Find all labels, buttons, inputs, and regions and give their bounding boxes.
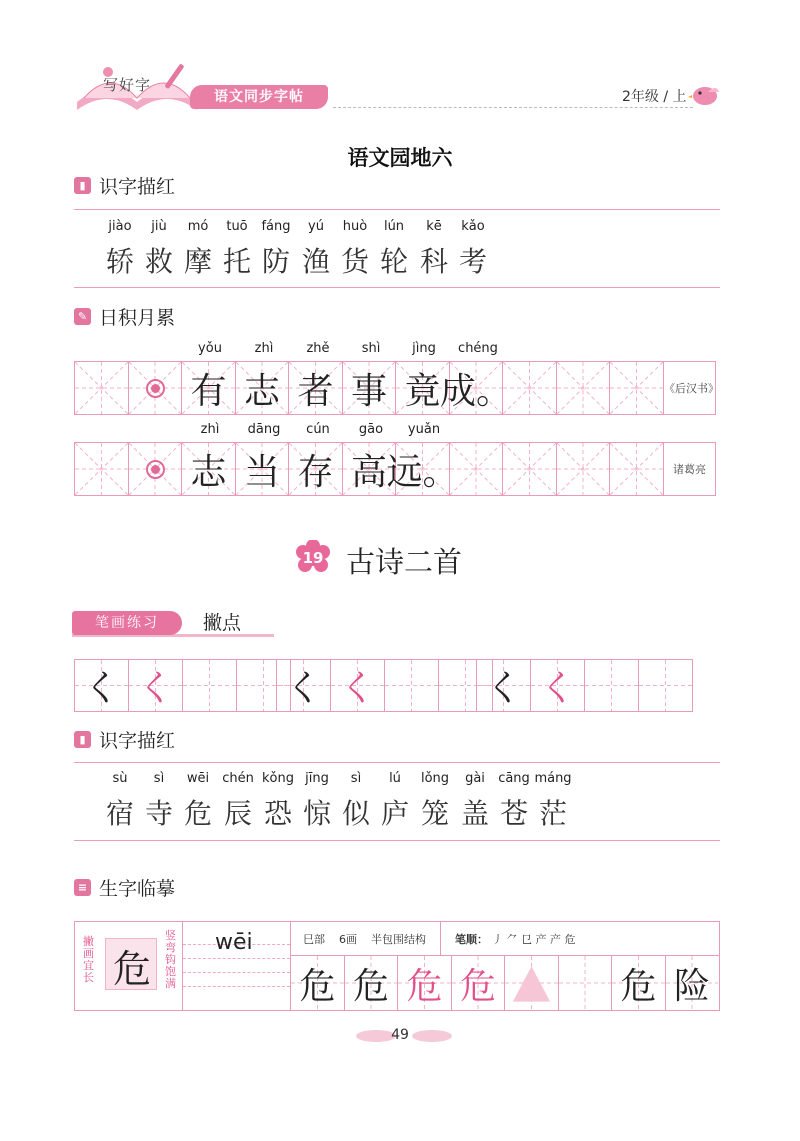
proverb-grid-2: [74, 442, 716, 496]
trace-char: 科: [419, 245, 448, 278]
grid-cell: [505, 956, 559, 1010]
trace-char: 恐: [263, 797, 292, 830]
copy-char: 危: [299, 965, 336, 1007]
pinyin: jiù: [151, 219, 167, 234]
pinyin-guide-line: [183, 986, 290, 987]
pinyin: lún: [383, 219, 405, 234]
pinyin: jìng: [412, 341, 436, 356]
grid-cell: [452, 956, 505, 1010]
structure: 半包围结构: [371, 932, 426, 946]
trace-char: 渔: [301, 245, 330, 278]
pinyin: jiào: [108, 219, 132, 234]
trace-char: 托: [222, 245, 251, 278]
char-info-bar: [291, 922, 719, 956]
section-title: 生字临摹: [99, 878, 176, 900]
lesson-number-badge: [296, 540, 330, 574]
trace-char: 笼: [420, 797, 449, 830]
trace-char: 盖: [460, 797, 489, 830]
proverb-char: 有: [190, 370, 227, 412]
proverb-char: 者: [297, 370, 334, 412]
pinyin: wēi: [186, 771, 210, 786]
section-header-recognize: [74, 172, 175, 199]
grid-cell: [291, 956, 345, 1010]
logo-text: 写好字: [103, 76, 152, 94]
bird-icon: [688, 80, 722, 108]
pinyin: kǎo: [461, 219, 485, 234]
grid-guides: [559, 956, 611, 1010]
grid-cell: [129, 660, 183, 711]
pinyin: lú: [389, 771, 401, 786]
grid-cell: [277, 660, 331, 711]
grid-cell: [557, 362, 610, 414]
grid-guides: [610, 362, 663, 414]
triangle-shape-icon: [505, 956, 558, 1010]
trace-char: 轮: [379, 245, 408, 278]
grid-cell: [331, 660, 385, 711]
pinyin: yuǎn: [407, 422, 441, 437]
pinyin: gài: [465, 771, 485, 786]
grid-cell: [612, 956, 666, 1010]
section-header-accumulate: [74, 303, 175, 330]
grid-guides: [183, 660, 236, 711]
stroke-glyph-trace: く: [339, 668, 376, 709]
grid-cell: [129, 443, 182, 495]
lesson-number: 19: [302, 549, 324, 567]
trace-char: 似: [341, 797, 370, 830]
grid-cell: [289, 362, 343, 414]
grid-cell: [450, 443, 503, 495]
trace-char: 考: [458, 245, 487, 278]
pinyin: cāng: [498, 771, 530, 786]
section-title: 日积月累: [99, 307, 176, 329]
stroke-grid-1: [74, 659, 291, 712]
grid-cell: [236, 443, 289, 495]
proverb-source: 诸葛亮: [664, 443, 716, 495]
model-area: [75, 922, 183, 1010]
section-header-copy: [74, 874, 175, 901]
grid-cell: [345, 956, 398, 1010]
word-char: 危: [620, 965, 657, 1007]
pinyin: huò: [342, 219, 368, 234]
grid-guides: [75, 443, 128, 495]
section-title: 识字描红: [99, 730, 176, 752]
grid-cell: [398, 956, 452, 1010]
grid-cell: [386, 443, 459, 495]
grid-cell: [531, 660, 585, 711]
copy-char: 危: [352, 965, 389, 1007]
copy-practice-panel: [74, 921, 720, 1011]
grid-cell: [503, 362, 557, 414]
trace-char: 宿: [105, 797, 134, 830]
pencil-box-icon: ✎: [74, 308, 91, 325]
grade-label: 2年级 / 上: [622, 89, 687, 105]
page-number: 49: [391, 1027, 409, 1043]
pinyin: sì: [350, 771, 362, 786]
pinyin-lines: [183, 922, 291, 1010]
grid-cell: [503, 443, 557, 495]
stroke-glyph-trace: く: [539, 668, 576, 709]
pinyin: yú: [308, 219, 324, 234]
pinyin: fáng: [261, 219, 291, 234]
trace-char: 庐: [380, 797, 409, 830]
radical: 巳部: [303, 932, 325, 946]
trace-char: 货: [340, 245, 369, 278]
stroke-glyph: く: [485, 668, 522, 709]
pinyin: sù: [112, 771, 128, 786]
grid-guides: [585, 660, 638, 711]
trace-char: 轿: [105, 245, 134, 278]
pinyin: sì: [153, 771, 165, 786]
pinyin: kē: [426, 219, 442, 234]
grid-guides: [557, 362, 609, 414]
pinyin: zhì: [254, 341, 274, 356]
grid-cell: [75, 660, 129, 711]
stroke-glyph-trace: く: [137, 668, 174, 709]
pinyin: shì: [361, 341, 381, 356]
pinyin: jīng: [305, 771, 329, 786]
divider: [74, 762, 720, 763]
pinyin: tuō: [226, 219, 248, 234]
model-char: 危: [112, 946, 151, 991]
grid-guides: [503, 443, 556, 495]
proverb-char: 当: [243, 451, 280, 493]
section-title: 识字描红: [99, 176, 176, 198]
header-ribbon: 语文同步字帖: [190, 85, 328, 109]
grid-cell: [75, 362, 129, 414]
grid-cell: [129, 362, 182, 414]
copy-pinyin: wēi: [215, 930, 253, 955]
copy-char-trace: 危: [459, 965, 496, 1007]
pinyin: cún: [306, 422, 330, 437]
pinyin: zhě: [306, 341, 330, 356]
proverb-char: 远。: [386, 451, 459, 493]
stroke-name: 撇点: [203, 612, 242, 634]
grid-cell: [639, 660, 693, 711]
proverb-char: 成。: [440, 370, 513, 412]
model-char-box: [105, 938, 157, 990]
pinyin: yǒu: [198, 341, 222, 356]
proverb-char: 存: [297, 451, 334, 493]
grid-cell: [385, 660, 439, 711]
trace-char: 救: [144, 245, 173, 278]
book-icon: ▮: [74, 177, 91, 194]
proverb-char: 志: [190, 451, 227, 493]
divider: [74, 287, 720, 288]
stroke-grid-3: [476, 659, 693, 712]
trace-char: 摩: [183, 245, 212, 278]
grid-cell: [440, 362, 513, 414]
proverb-char: 事: [350, 370, 387, 412]
copy-char-trace: 危: [406, 965, 443, 1007]
grid-cell: [343, 362, 396, 414]
trace-char: 惊: [302, 797, 331, 830]
pinyin: mó: [187, 219, 209, 234]
notebook-icon: ≡: [74, 879, 91, 896]
proverb-char: 志: [243, 370, 280, 412]
grid-cell: [610, 443, 664, 495]
leaf-decoration-icon: [412, 1030, 452, 1042]
book-icon: ▮: [74, 731, 91, 748]
grid-cell: [236, 362, 289, 414]
divider: [74, 840, 720, 841]
proverb-grid-1: [74, 361, 719, 415]
stroke-practice-tag: 笔画练习: [72, 611, 182, 635]
pinyin-guide-line: [183, 958, 290, 959]
grid-cell: [183, 660, 237, 711]
stroke-grid-2: [276, 659, 493, 712]
word-char: 险: [673, 965, 710, 1007]
stroke-count: 6画: [339, 932, 357, 946]
pinyin: chén: [222, 771, 254, 786]
pinyin: dāng: [247, 422, 281, 437]
grid-cell: [75, 443, 129, 495]
pinyin: kǒng: [262, 771, 294, 786]
proverb-char: 竟: [404, 370, 441, 412]
grid-guides: [503, 362, 556, 414]
trace-char: 危: [183, 797, 212, 830]
grid-guides: [385, 660, 438, 711]
grid-cell: [585, 660, 639, 711]
trace-char: 辰: [223, 797, 252, 830]
pinyin: chéng: [458, 341, 498, 356]
pinyin: máng: [534, 771, 572, 786]
pinyin: zhì: [200, 422, 220, 437]
trace-char: 苍: [499, 797, 528, 830]
grid-cell: [610, 362, 664, 414]
trace-char: 防: [261, 245, 290, 278]
grid-guides: [639, 660, 692, 711]
trace-char: 寺: [144, 797, 173, 830]
grid-cell: [182, 443, 236, 495]
lesson-19-title: 古诗二首: [346, 545, 463, 579]
grid-cell: [557, 443, 610, 495]
tip-left: 撇画宜长: [83, 935, 94, 984]
divider: [74, 209, 720, 210]
pinyin-guide-line: [183, 972, 290, 973]
copy-practice-cells: [291, 956, 718, 1010]
grid-cell: [559, 956, 612, 1010]
grid-cell: [666, 956, 718, 1010]
header-divider: [333, 107, 693, 108]
pinyin: gāo: [358, 422, 384, 437]
trace-char: 茫: [538, 797, 567, 830]
grid-cell: [289, 443, 343, 495]
grid-cell: [477, 660, 531, 711]
tip-right: 竖弯钩饱满: [165, 929, 176, 990]
stroke-glyph: く: [285, 668, 322, 709]
proverb-source: 《后汉书》: [664, 362, 716, 414]
stroke-order-label: 笔顺：: [455, 932, 488, 946]
grid-cell: [182, 362, 236, 414]
grid-guides: [75, 362, 128, 414]
proverb-char: 高: [350, 451, 387, 493]
stroke-glyph: く: [83, 668, 120, 709]
bullet-target-icon: [146, 379, 165, 398]
section-header-recognize-2: [74, 726, 175, 753]
bullet-target-icon: [146, 460, 165, 479]
grid-guides: [557, 443, 609, 495]
lesson-title: 语文园地六: [347, 145, 453, 170]
grid-guides: [610, 443, 663, 495]
grid-guides: [450, 443, 502, 495]
pinyin: lǒng: [420, 771, 450, 786]
stroke-order: 丿 ⺈ 㔾 产 产 危: [492, 932, 576, 946]
